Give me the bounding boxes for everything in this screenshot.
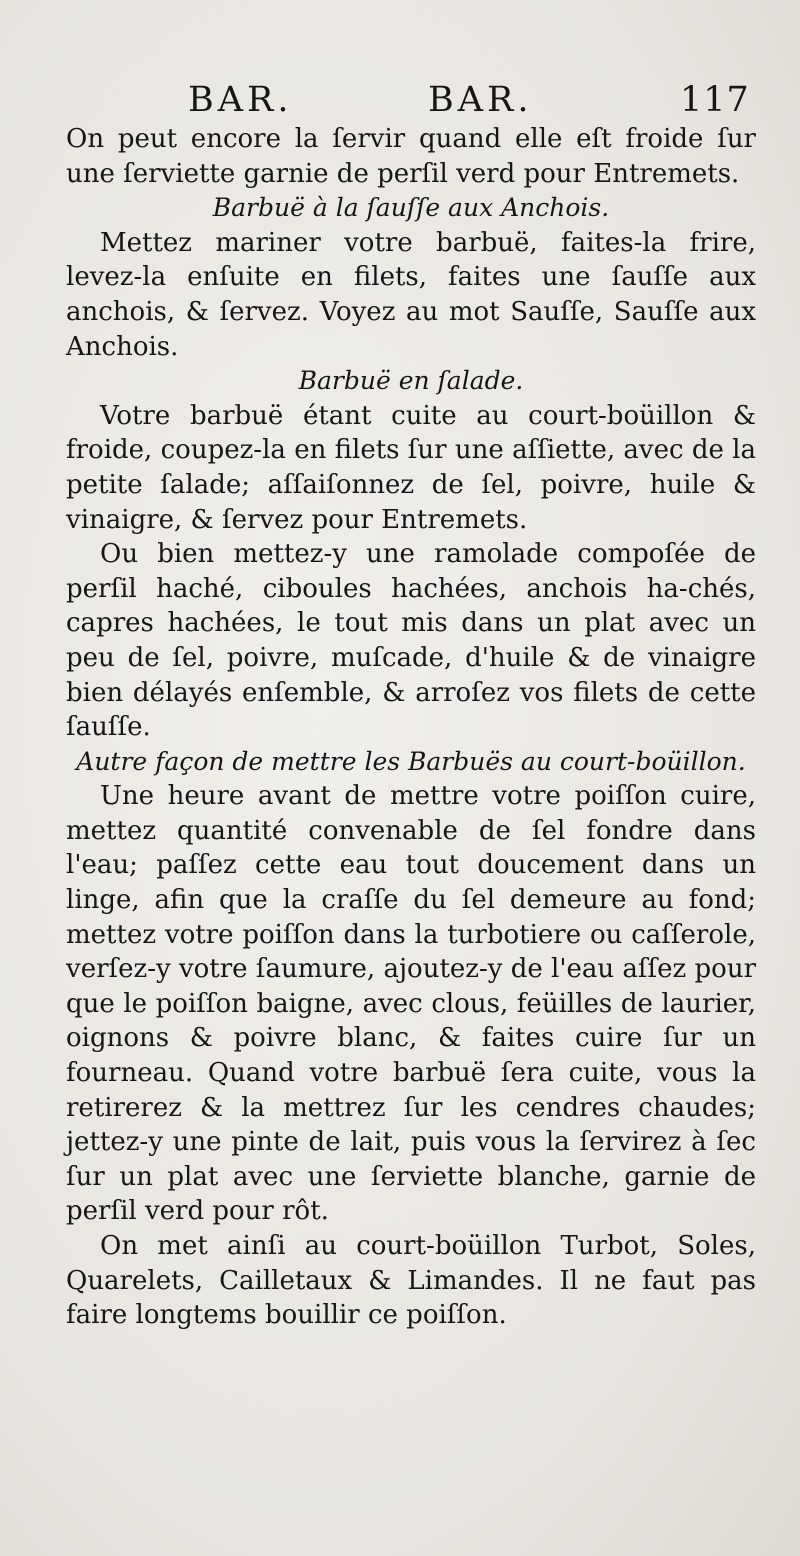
- paragraph: Mettez mariner votre barbuë, faites-la frire, levez-la enſuite en filets, faites une ſauſſe aux anchois, & ſervez. Voyez au mot Sauſſe, Sauſſe aux Anchois.: [66, 227, 756, 362]
- section-heading: Autre façon de mettre les Barbuës au court-boüillon.: [76, 746, 746, 776]
- paragraph: On peut encore la ſervir quand elle eſt froide ſur une ſerviette garnie de perſil verd pour Entremets.: [66, 124, 756, 189]
- header-center: BAR.: [428, 80, 533, 120]
- page-text: [66, 122, 756, 1333]
- page-number: 117: [680, 80, 750, 120]
- section-heading: Barbuë en ſalade.: [298, 366, 524, 396]
- running-header: [0, 80, 800, 124]
- paragraph: Ou bien mettez-y une ramolade compoſée de perſil haché, ciboules hachées, anchois ha-chés, capres hachées, le tout mis dans un plat avec un peu de ſel, poivre, muſcade, d'huile & de vinaigre bien délayés enſemble, & arroſez vos filets de cette ſauſſe.: [66, 539, 756, 743]
- paragraph: On met ainſi au court-boüillon Turbot, Soles, Quarelets, Cailletaux & Limandes. Il ne faut pas faire longtems bouillir ce poiſſon.: [66, 1231, 756, 1331]
- paragraph: Une heure avant de mettre votre poiſſon cuire, mettez quantité convenable de ſel fondre dans l'eau; paſſez cette eau tout doucement dans un linge, afin que la craſſe du ſel demeure au fond; mettez votre poiſſon dans la turbotiere ou caſſerole, verſez-y votre ſaumure, ajoutez-y de l'eau aſſez pour que le poiſſon baigne, avec clous, feüilles de laurier, oignons & poivre blanc, & faites cuire ſur un fourneau. Quand votre barbuë ſera cuite, vous la retirerez & la mettrez ſur les cendres chaudes; jettez-y une pinte de lait, puis vous la ſervirez à ſec ſur un plat avec une ſerviette blanche, garnie de perſil verd pour rôt.: [66, 781, 756, 1227]
- header-left: BAR.: [188, 80, 293, 120]
- paragraph: Votre barbuë étant cuite au court-boüillon & froide, coupez-la en filets ſur une aſſiette, avec de la petite ſalade; aſſaiſonnez de ſel, poivre, huile & vinaigre, & ſervez pour Entremets.: [66, 400, 756, 535]
- section-heading: Barbuë à la ſauſſe aux Anchois.: [212, 193, 610, 223]
